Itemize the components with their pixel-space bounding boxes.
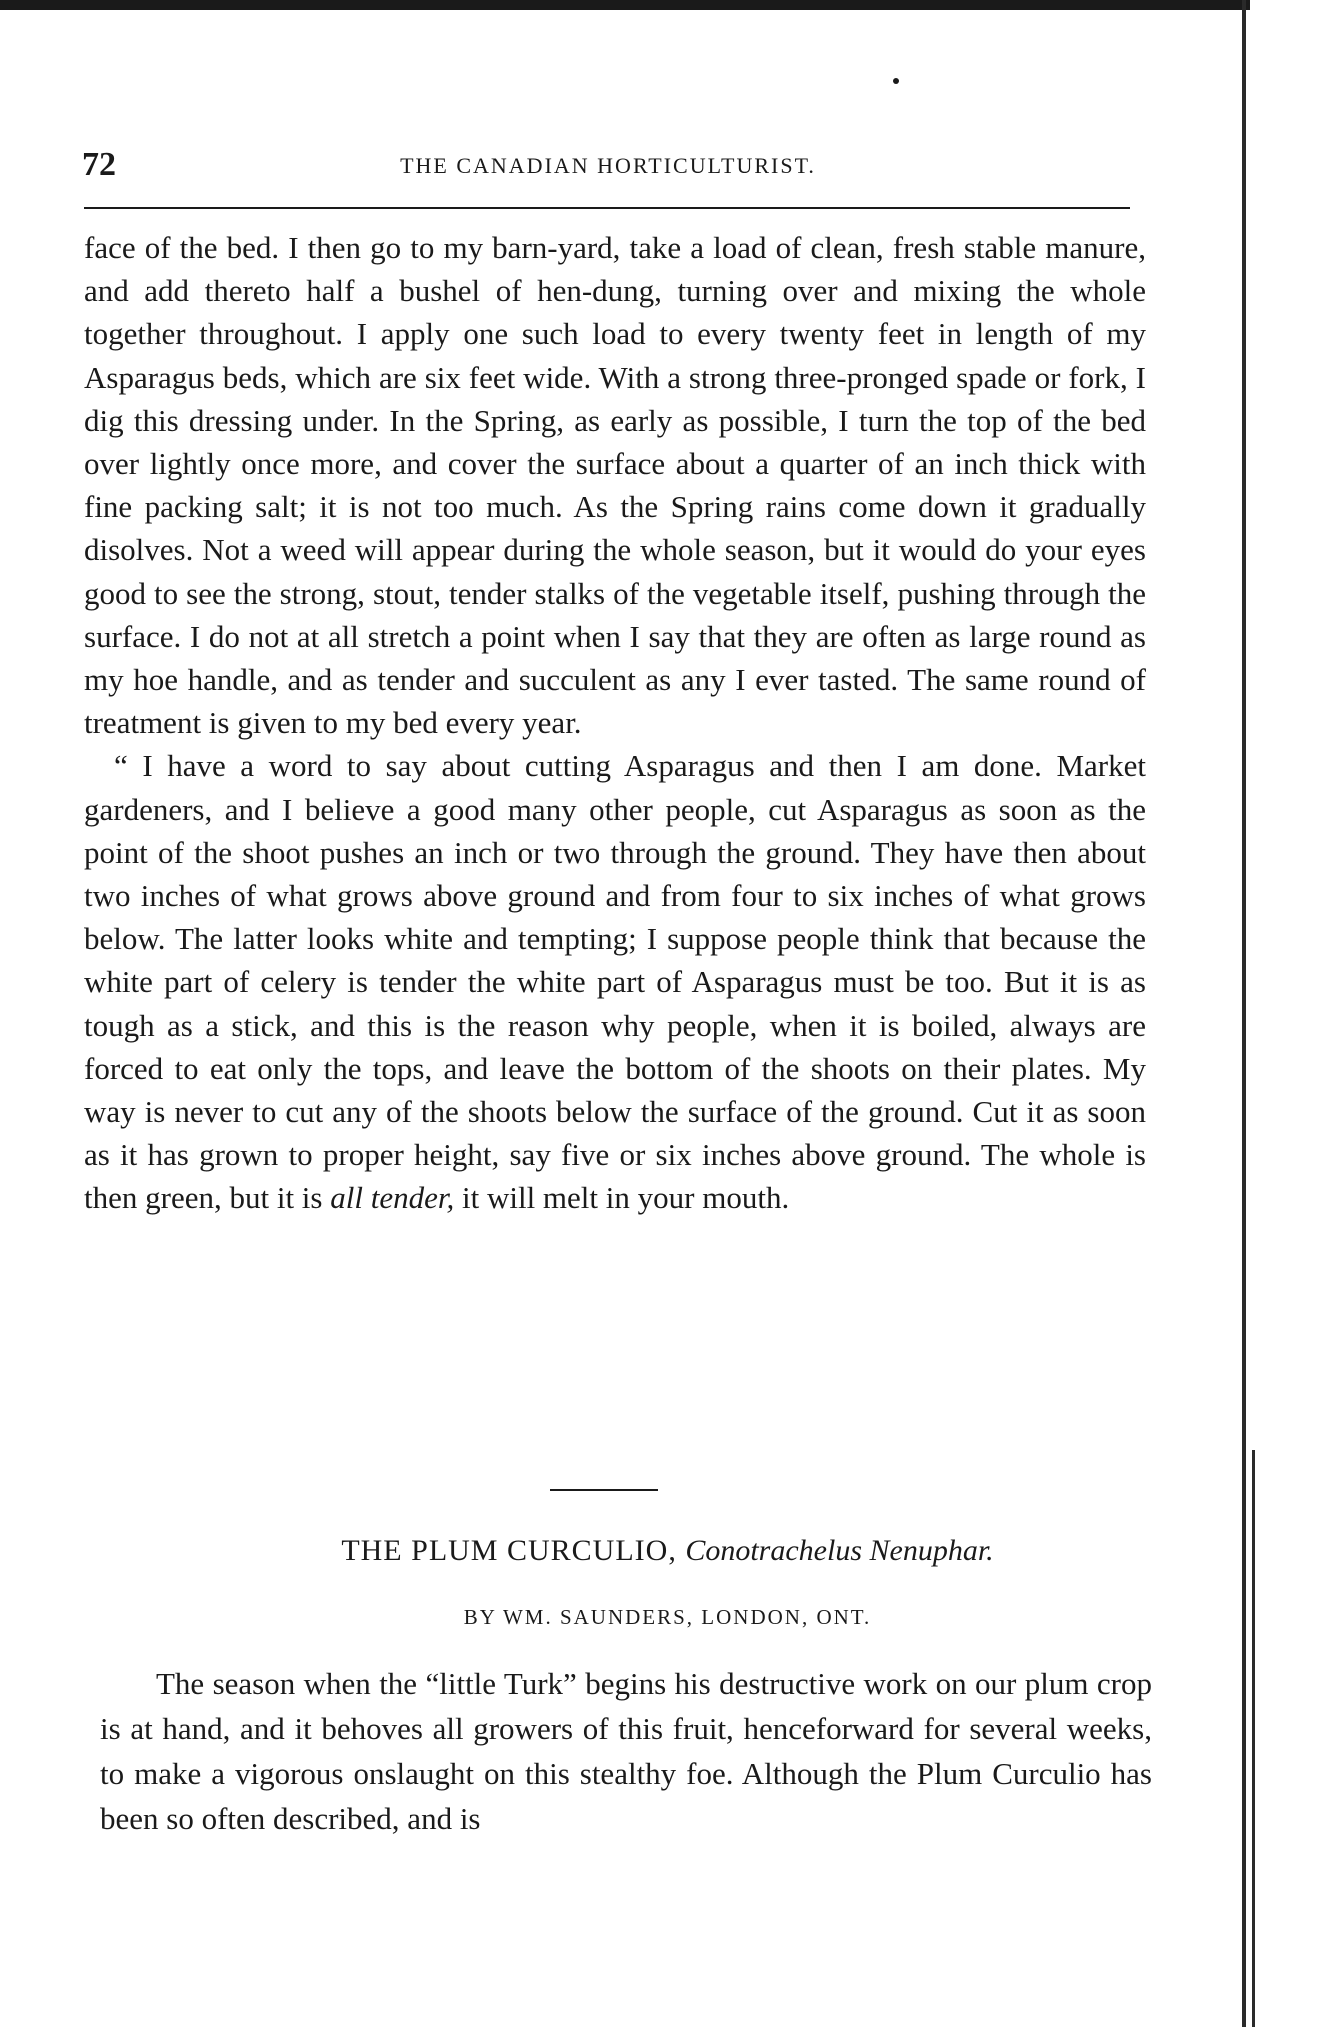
running-title: THE CANADIAN HORTICULTURIST. — [400, 153, 816, 178]
body-text-run: “ I have a word to say about cutting Asparagus and then I am done. Market gardeners, and I believe a good many other people, cut Asparagus as soon as the point of the shoot pushes an inch or two through the ground. They have then about two inches of what grows above ground and from four to six inches of what grows below. The latter looks white and tempting; I suppose people think that because the white part of celery is tender the white part of Asparagus must be too. But it is as tough as a stick, and this is the reason why people, when it is boiled, always are forced to eat only the tops, and leave the bottom of the shoots on their plates. My way is never to cut any of the shoots below the surface of the ground. Cut it as soon as it has grown to proper height, say five or six inches above ground. The whole is then green, but it is — [84, 748, 1146, 1216]
body-paragraph: face of the bed. I then go to my barn-yard, take a load of clean, fresh stable manure, and add thereto half a bushel of hen-dung, turning over and mixing the whole together throughout. I apply one such load to every twenty feet in length of my Asparagus beds, which are six feet wide. With a strong three-pronged spade or fork, I dig this dressing under. In the Spring, as early as possible, I turn the top of the bed over lightly once more, and cover the surface about a quarter of an inch thick with fine packing salt; it is not too much. As the Spring rains come down it gradually disolves. Not a weed will appear during the whole season, but it would do your eyes good to see the strong, stout, tender stalks of the vegetable itself, pushing through the surface. I do not at all stretch a point when I say that they are often as large round as my hoe handle, and as tender and succulent as any I ever tasted. The same round of treatment is given to my bed every year. — [84, 230, 1146, 741]
page-number: 72 — [82, 146, 116, 183]
article-title-text: THE PLUM CURCULIO, — [341, 1534, 686, 1567]
body-paragraph — [84, 744, 1146, 1219]
page-top-border — [0, 0, 1250, 10]
ink-speck — [893, 78, 899, 84]
body-emphasis: all tender, — [330, 1180, 455, 1216]
article-title — [0, 1534, 1335, 1568]
body-text-run: it will melt in your mouth. — [454, 1180, 790, 1216]
article-body — [100, 1661, 1152, 1841]
article-paragraph: The season when the “little Turk” begins his destructive work on our plum crop is at hand, and it behoves all growers of this fruit, henceforward for several weeks, to make a vigorous onslaught on this stealthy foe. Although the Plum Curculio has been so often described, and is — [100, 1666, 1152, 1836]
article-byline: BY WM. SAUNDERS, LONDON, ONT. — [463, 1605, 872, 1629]
header-rule — [84, 207, 1130, 209]
page-header — [78, 146, 1138, 194]
continued-article-body — [84, 226, 1146, 1220]
page-right-edge — [1242, 0, 1246, 2027]
article-title-latin: Conotrachelus Nenuphar. — [685, 1534, 994, 1567]
section-divider — [550, 1489, 658, 1491]
